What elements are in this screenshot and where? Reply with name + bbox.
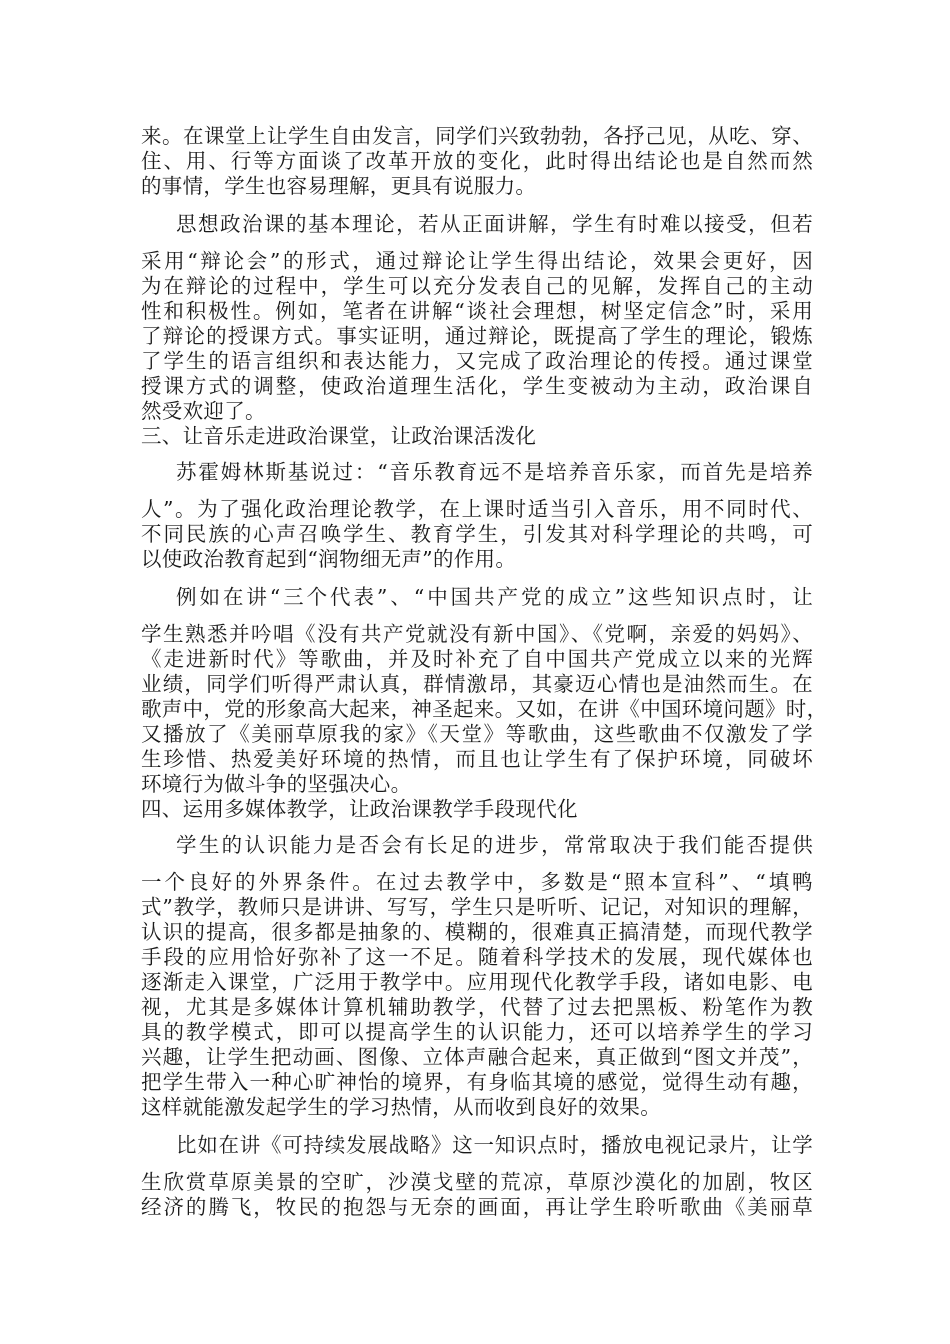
text-line: 手段的应用恰好弥补了这一不足。随着科学技术的发展，现代媒体也 [141, 945, 813, 969]
paragraph [141, 622, 828, 797]
text-line: 来。在课堂上让学生自由发言，同学们兴致勃勃，各抒己见，从吃、穿、 [141, 124, 813, 148]
text-line: 具的教学模式，即可以提高学生的认识能力，还可以培养学生的学习 [141, 1020, 813, 1044]
text-line: 学生的认识能力是否会有长足的进步，常常取决于我们能否提供 [176, 833, 813, 857]
text-line: 以使政治教育起到“润物细无声”的作用。 [141, 547, 517, 571]
paragraph [141, 460, 813, 485]
text-line: 不同民族的心声召唤学生、教育学生，引发其对科学理论的共鸣，可 [141, 522, 813, 546]
text-line: 把学生带入一种心旷神怡的境界，有身临其境的感觉，觉得生动有趣， [141, 1070, 813, 1094]
text-line: 《走进新时代》等歌曲，并及时补充了自中国共产党成立以来的光辉 [141, 647, 813, 671]
text-line: 业绩，同学们听得严肃认真，群情激昂，其豪迈心情也是油然而生。在 [141, 672, 813, 696]
text-line: 式”教学，教师只是讲讲、写写，学生只是听听、记记，对知识的理解， [141, 895, 813, 919]
text-line: 一个良好的外界条件。在过去教学中，多数是“照本宣科”、“填鸭 [141, 870, 813, 894]
section-heading: 三、让音乐走进政治课堂，让政治课活泼化 [141, 424, 537, 448]
text-line: 逐渐走入课堂，广泛用于教学中。应用现代化教学手段，诸如电影、电 [141, 970, 813, 994]
paragraph [141, 497, 813, 572]
text-line: 又播放了《美丽草原我的家》《天堂》等歌曲，这些歌曲不仅激发了学 [141, 722, 813, 746]
text-line: 了学生的语言组织和表达能力，又完成了政治理论的传授。通过课堂 [141, 349, 813, 373]
paragraph [141, 1170, 813, 1220]
text-line: 认识的提高，很多都是抽象的、模糊的，很难真正搞清楚，而现代教学 [141, 920, 813, 944]
text-line: 比如在讲《可持续发展战略》这一知识点时，播放电视记录片，让学 [176, 1133, 813, 1157]
paragraph [141, 1133, 813, 1158]
paragraph [141, 585, 813, 610]
text-line: 学生熟悉并吟唱《没有共产党就没有新中国》、《党啊，亲爱的妈妈》、 [141, 622, 813, 646]
text-line: 生欣赏草原美景的空旷，沙漠戈壁的荒凉，草原沙漠化的加剧，牧区 [141, 1170, 813, 1194]
text-line: 苏霍姆林斯基说过：“音乐教育远不是培养音乐家，而首先是培养 [176, 460, 813, 484]
text-line: 视，尤其是多媒体计算机辅助教学，代替了过去把黑板、粉笔作为教 [141, 995, 813, 1019]
text-line: 生珍惜、热爱美好环境的热情，而且也让学生有了保护环境，同破坏 [141, 747, 813, 771]
text-line: 歌声中，党的形象高大起来，神圣起来。又如，在讲《中国环境问题》时， [141, 697, 828, 721]
text-line: 然受欢迎了。 [141, 399, 266, 423]
paragraph [141, 833, 813, 858]
text-line: 为在辩论的过程中，学生可以充分发表自己的见解，发挥自己的主动 [141, 274, 813, 298]
text-line: 例如在讲“三个代表”、“中国共产党的成立”这些知识点时，让 [176, 585, 813, 609]
text-line: 经济的腾飞，牧民的抱怨与无奈的画面，再让学生聆听歌曲《美丽草 [141, 1195, 813, 1219]
text-line: 环境行为做斗争的坚强决心。 [141, 772, 412, 796]
paragraph [141, 212, 813, 237]
text-line: 了辩论的授课方式。事实证明，通过辩论，既提高了学生的理论，锻炼 [141, 324, 813, 348]
text-line: 思想政治课的基本理论，若从正面讲解，学生有时难以接受，但若 [176, 212, 813, 236]
text-line: 兴趣，让学生把动画、图像、立体声融合起来，真正做到“图文并茂”， [141, 1045, 813, 1069]
text-line: 的事情，学生也容易理解，更具有说服力。 [141, 174, 537, 198]
text-line: 采用“辩论会”的形式，通过辩论让学生得出结论，效果会更好，因 [141, 249, 813, 273]
section-heading: 四、运用多媒体教学，让政治课教学手段现代化 [141, 797, 578, 821]
paragraph [141, 870, 813, 1120]
paragraph [141, 124, 813, 199]
paragraph [141, 249, 813, 424]
text-line: 这样就能激发起学生的学习热情，从而收到良好的效果。 [141, 1095, 661, 1119]
text-line: 住、用、行等方面谈了改革开放的变化，此时得出结论也是自然而然 [141, 149, 813, 173]
text-line: 授课方式的调整，使政治道理生活化，学生变被动为主动，政治课自 [141, 374, 813, 398]
text-line: 人”。为了强化政治理论教学，在上课时适当引入音乐，用不同时代、 [141, 497, 813, 521]
text-line: 性和积极性。例如，笔者在讲解“谈社会理想，树坚定信念”时，采用 [141, 299, 813, 323]
